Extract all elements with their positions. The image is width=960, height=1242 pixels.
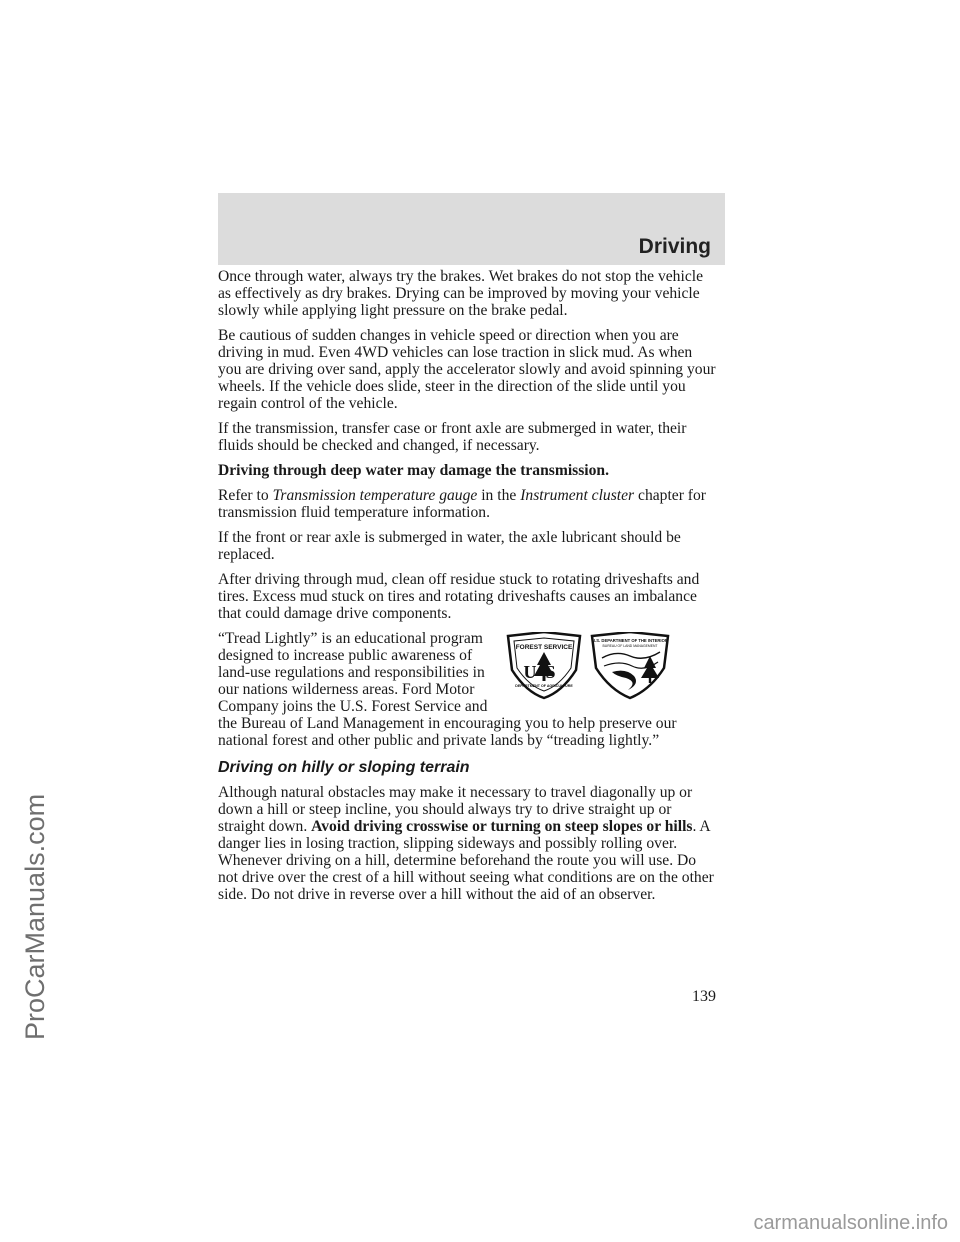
page-content <box>218 268 718 911</box>
paragraph-refer <box>218 487 718 521</box>
paragraph-tread-lightly: “Tread Lightly” is an educational program designed to increase public awareness of land-use regulations and responsibilities in our nations wilderness areas. Ford Motor Company joins the U.S. Forest Service and the Bureau of Land Management in encouraging you to help preserve our national forest and other public and private lands by “treading lightly.” <box>218 630 677 749</box>
paragraph-submerged-fluids: If the transmission, transfer case or front axle are submerged in water, their fluids should be checked and changed, if necessary. <box>218 420 687 454</box>
section-header-band <box>218 193 725 265</box>
blm-shield-logo <box>592 632 668 698</box>
forest-service-shield-logo <box>508 632 580 698</box>
hill-text-start: Although natural obstacles may make it necessary to travel diagonally up or down a hill or steep incline, you should always try to drive straight up or straight down. <box>218 784 693 835</box>
forest-service-us-letters: US <box>523 662 565 682</box>
paragraph-mud-residue: After driving through mud, clean off residue stuck to rotating driveshafts and tires. Excess mud stuck on tires and rotating driveshafts causes an imbalance that could damage drive components. <box>218 571 700 622</box>
warning-deep-water: Driving through deep water may damage the transmission. <box>218 462 610 479</box>
refer-mid: in the <box>477 487 521 504</box>
blm-top-text: U.S. DEPARTMENT OF THE INTERIOR <box>592 638 668 643</box>
blm-sub-text: BUREAU OF LAND MANAGEMENT <box>602 644 658 648</box>
hill-warning-bold: Avoid driving crosswise or turning on steep slopes or hills <box>311 818 693 835</box>
section-title: Driving <box>638 235 711 258</box>
refer-suffix: chapter for transmission fluid temperature information. <box>218 487 706 521</box>
forest-service-top-text: FOREST SERVICE <box>515 644 573 651</box>
paragraph-wet-brakes: Once through water, always try the brakes. Wet brakes do not stop the vehicle as effectively as dry brakes. Drying can be improved by moving your vehicle slowly while applying light pressure on the brake pedal. <box>218 268 703 319</box>
refer-gauge-title: Transmission temperature gauge <box>272 487 478 504</box>
side-watermark: ProCarManuals.com <box>20 793 50 1040</box>
refer-prefix: Refer to <box>218 487 273 504</box>
refer-chapter-title: Instrument cluster <box>520 487 635 504</box>
paragraph-hill-driving <box>218 784 718 903</box>
hill-text-end: . A danger lies in losing traction, slipping sideways and possibly rolling over. Whenever driving on a hill, determine beforehand the route you will use. Do not drive over the crest of a hill without seeing what conditions are on the other side. Do not drive in reverse over a hill without the aid of an observer. <box>218 818 714 903</box>
paragraph-axle-lubricant: If the front or rear axle is submerged in water, the axle lubricant should be replaced. <box>218 529 681 563</box>
forest-service-bottom-text: DEPARTMENT OF AGRICULTURE <box>515 684 573 688</box>
paragraph-mud-driving: Be cautious of sudden changes in vehicle speed or direction when you are driving in mud. Even 4WD vehicles can lose traction in slick mud. As when you are driving over sand, apply the accelerator slowly and avoid spinning your wheels. If the vehicle does slide, steer in the direction of the slide until you regain control of the vehicle. <box>218 327 716 412</box>
page-number: 139 <box>692 988 716 1005</box>
agency-logos <box>504 632 670 700</box>
subheading-hilly-terrain: Driving on hilly or sloping terrain <box>218 759 470 776</box>
bottom-watermark: carmanualsonline.info <box>753 1212 948 1234</box>
